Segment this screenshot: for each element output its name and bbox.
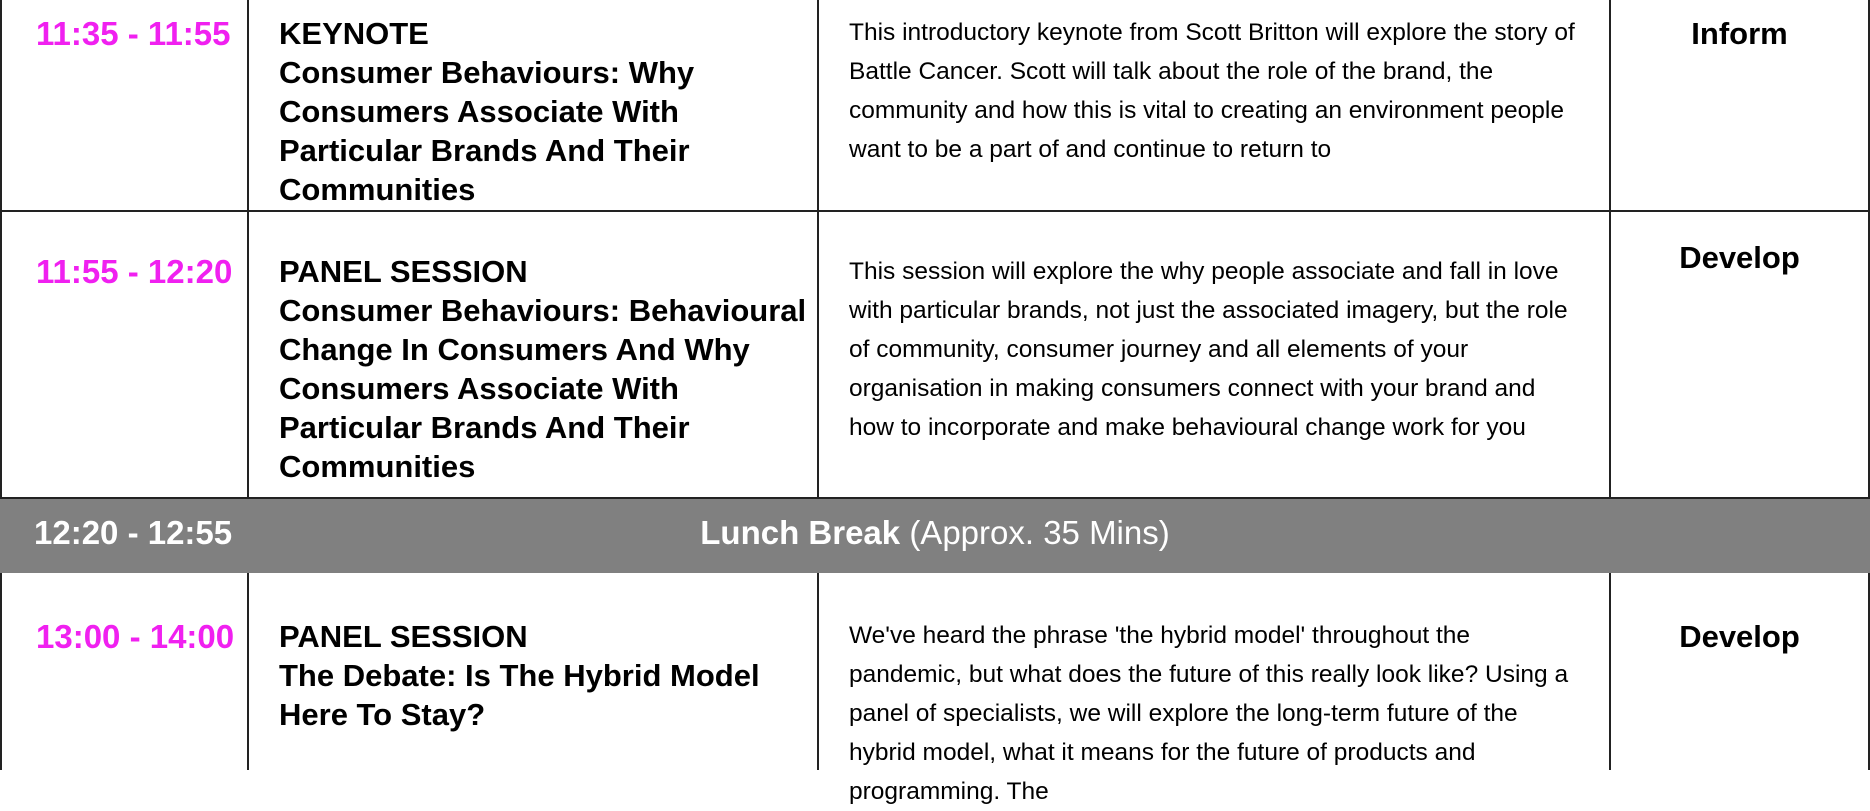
session-time: 11:35 - 11:55 xyxy=(36,15,231,52)
stage-cell xyxy=(1611,0,1870,210)
session-type: PANEL SESSION xyxy=(279,254,528,289)
session-description: We've heard the phrase 'the hybrid model' throughout the pandemic, but what does the future of this really look like? Using a panel of specialists, we will explore the long-term future of the hybrid model, what it means for the future of products and programming. The xyxy=(849,622,1569,805)
session-heading xyxy=(279,252,809,486)
title-cell xyxy=(249,0,819,210)
session-time: 11:55 - 12:20 xyxy=(36,253,233,290)
session-time: 13:00 - 14:00 xyxy=(36,618,235,655)
break-title: Lunch Break xyxy=(700,514,901,551)
session-stage: Develop xyxy=(1679,240,1800,275)
title-cell xyxy=(249,212,819,497)
session-row xyxy=(0,0,1870,212)
description-cell xyxy=(819,573,1611,805)
stage-cell xyxy=(1611,573,1870,770)
break-duration: (Approx. 35 Mins) xyxy=(909,514,1170,551)
time-cell xyxy=(0,212,249,497)
session-stage: Develop xyxy=(1679,619,1800,654)
session-type: PANEL SESSION xyxy=(279,619,528,654)
description-cell xyxy=(819,0,1611,210)
session-description: This introductory keynote from Scott Britton will explore the story of Battle Cancer. Scott will talk about the role of the brand, the community and how this is vital to creating an environment people want to be a part of and continue to return to xyxy=(849,19,1575,163)
time-cell xyxy=(0,573,249,770)
session-description: This session will explore the why people associate and fall in love with particular brands, not just the associated imagery, but the role of community, consumer journey and all elements of your organisation in making consumers connect with your brand and how to incorporate and make behavioural change work for you xyxy=(849,258,1568,441)
session-heading xyxy=(279,14,809,209)
session-title: Consumer Behaviours: Behavioural Change In Consumers And Why Consumers Associate With Particular Brands And Their Communities xyxy=(279,293,807,484)
session-heading xyxy=(279,617,809,734)
break-time: 12:20 - 12:55 xyxy=(34,514,233,551)
time-cell xyxy=(0,0,249,210)
session-stage: Inform xyxy=(1691,16,1788,51)
description-cell xyxy=(819,212,1611,497)
session-row xyxy=(0,212,1870,499)
session-row xyxy=(0,573,1870,805)
stage-cell xyxy=(1611,212,1870,497)
session-type: KEYNOTE xyxy=(279,16,429,51)
break-label xyxy=(0,513,1870,552)
session-title: The Debate: Is The Hybrid Model Here To Stay? xyxy=(279,658,760,732)
title-cell xyxy=(249,573,819,770)
lunch-break-row xyxy=(0,499,1870,573)
session-title: Consumer Behaviours: Why Consumers Associate With Particular Brands And Their Communities xyxy=(279,55,695,207)
